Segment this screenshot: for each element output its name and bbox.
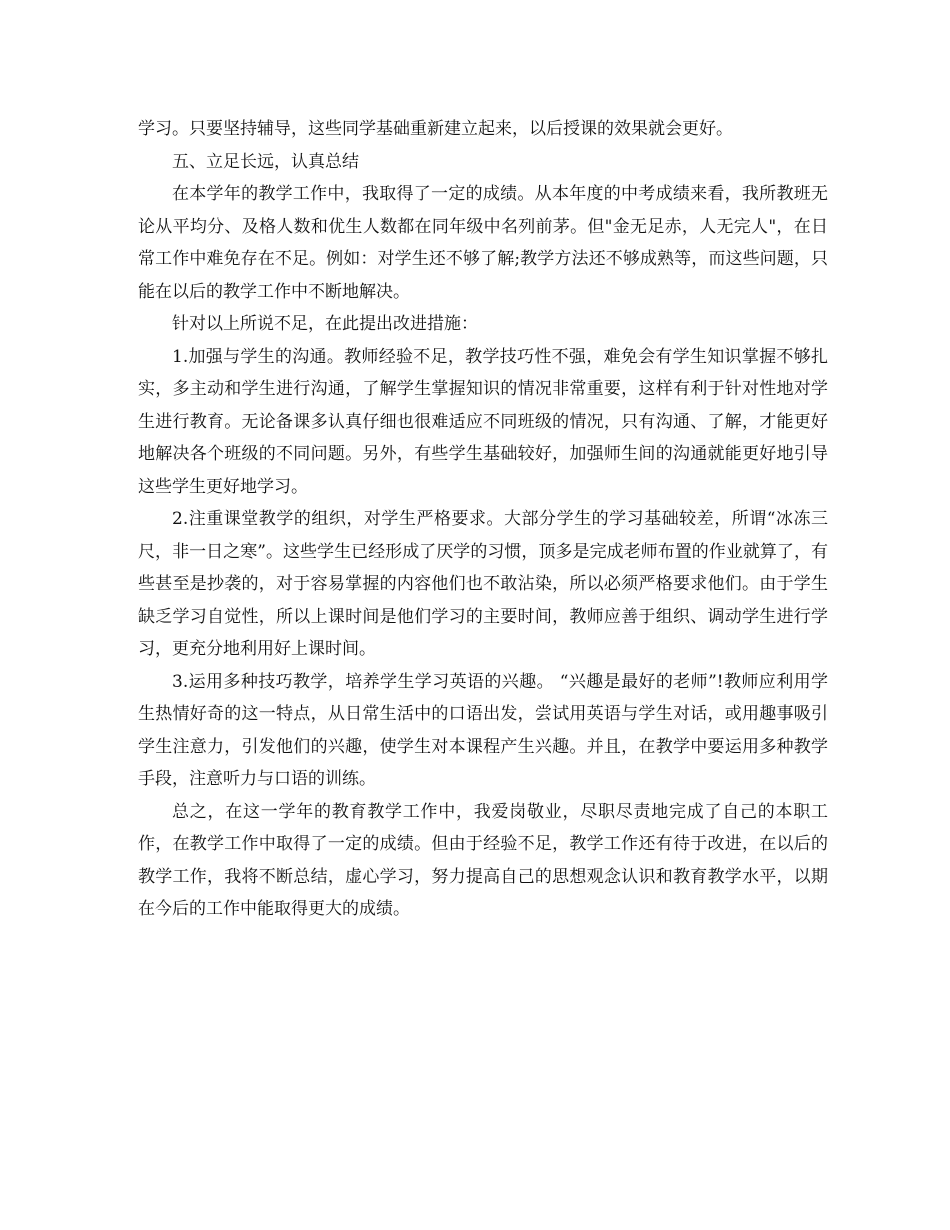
paragraph-continuation: 学习。只要坚持辅导，这些同学基础重新建立起来，以后授课的效果就会更好。 bbox=[138, 119, 733, 139]
paragraph-measure-2: 2.注重课堂教学的组织，对学生严格要求。大部分学生的学习基础较差，所谓“冰冻三尺，非一日之寒”。这些学生已经形成了厌学的习惯，顶多是完成老师布置的作业就算了，有些甚至是抄袭的，对于容易掌握的内容他们也不敢沾染，所以必须严格要求他们。由于学生缺乏学习自觉性，所以上课时间是他们学习的主要时间，教师应善于组织、调动学生进行学习，更充分地利用好上课时间。 bbox=[138, 509, 828, 659]
document-body bbox=[138, 113, 828, 926]
section-heading: 五、立足长远，认真总结 bbox=[172, 151, 359, 172]
paragraph-summary: 在本学年的教学工作中，我取得了一定的成绩。从本年度的中考成绩来看，我所教班无论从平均分、及格人数和优生人数都在同年级中名列前茅。但"金无足赤，人无完人"，在日常工作中难免存在不足。例如：对学生还不够了解;教学方法还不够成熟等，而这些问题，只能在以后的教学工作中不断地解决。 bbox=[138, 184, 828, 302]
paragraph-improvement-intro: 针对以上所说不足，在此提出改进措施： bbox=[172, 314, 478, 334]
paragraph-measure-1: 1.加强与学生的沟通。教师经验不足，教学技巧性不强，难免会有学生知识掌握不够扎实，多主动和学生进行沟通，了解学生掌握知识的情况非常重要，这样有利于针对性地对学生进行教育。无论备课多认真仔细也很难适应不同班级的情况，只有沟通、了解，才能更好地解决各个班级的不同问题。另外，有些学生基础较好，加强师生间的沟通就能更好地引导这些学生更好地学习。 bbox=[138, 346, 828, 497]
paragraph-conclusion: 总之，在这一学年的教育教学工作中，我爱岗敬业，尽职尽责地完成了自己的本职工作，在教学工作中取得了一定的成绩。但由于经验不足，教学工作还有待于改进，在以后的教学工作，我将不断总结，虚心学习，努力提高自己的思想观念认识和教育教学水平，以期在今后的工作中能取得更大的成绩。 bbox=[138, 801, 828, 919]
paragraph-measure-3: 3.运用多种技巧教学，培养学生学习英语的兴趣。 “兴趣是最好的老师”!教师应利用学生热情好奇的这一特点，从日常生活中的口语出发，尝试用英语与学生对话，或用趣事吸引学生注意力，引发他们的兴趣，使学生对本课程产生兴趣。并且，在教学中要运用多种教学手段，注意听力与口语的训练。 bbox=[138, 671, 828, 789]
